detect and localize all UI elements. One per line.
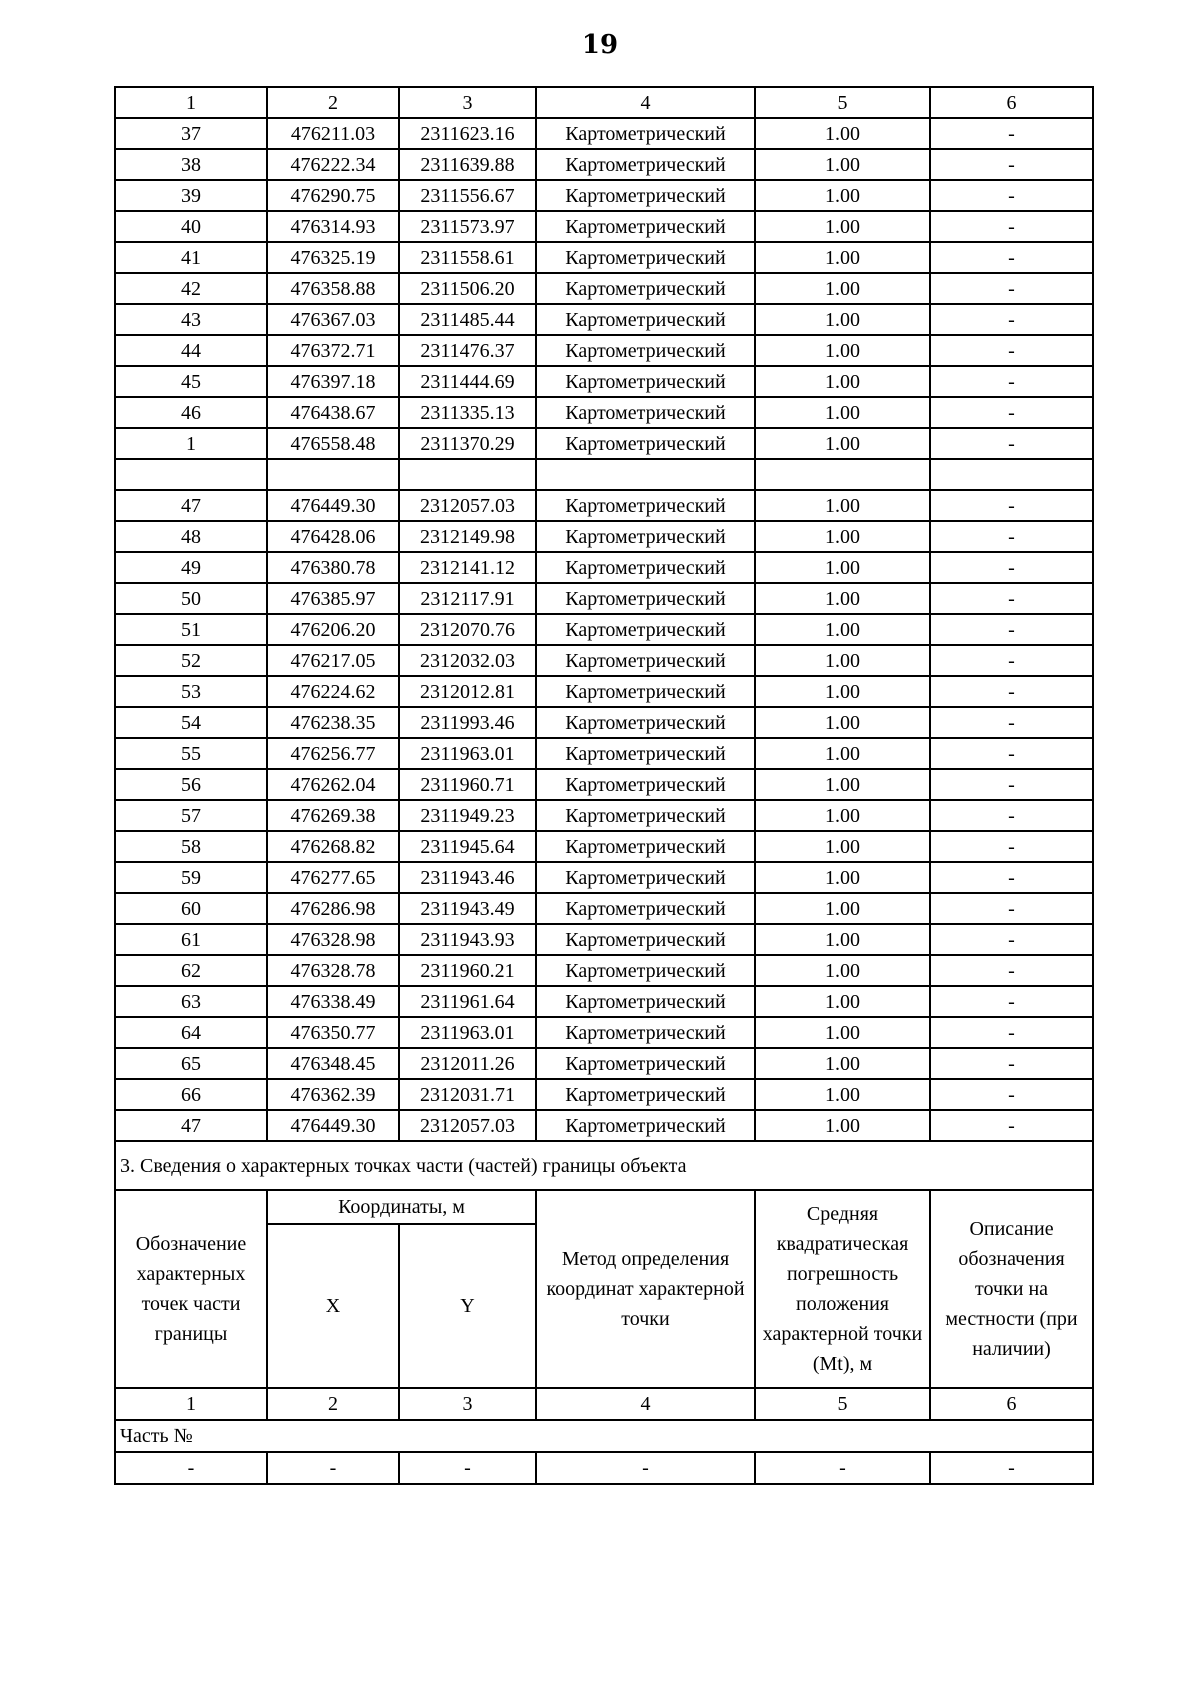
mt-cell: 1.00 xyxy=(755,769,930,800)
y-cell: 2311949.23 xyxy=(399,800,536,831)
mt-cell: 1.00 xyxy=(755,1079,930,1110)
column-number: 4 xyxy=(536,1388,755,1420)
header-y: Y xyxy=(399,1224,536,1388)
method-cell: Картометрический xyxy=(536,862,755,893)
table-row xyxy=(115,986,1093,1017)
y-cell: 2312149.98 xyxy=(399,521,536,552)
mt-cell: 1.00 xyxy=(755,118,930,149)
mt-cell: 1.00 xyxy=(755,552,930,583)
table-row xyxy=(115,1079,1093,1110)
table-row xyxy=(115,149,1093,180)
description-cell: - xyxy=(930,738,1093,769)
x-cell: 476277.65 xyxy=(267,862,399,893)
x-cell: 476428.06 xyxy=(267,521,399,552)
x-cell: 476256.77 xyxy=(267,738,399,769)
x-cell: 476350.77 xyxy=(267,1017,399,1048)
table-row xyxy=(115,769,1093,800)
y-cell: 2311943.46 xyxy=(399,862,536,893)
empty-cell xyxy=(536,459,755,490)
description-cell: - xyxy=(930,366,1093,397)
point-cell: 47 xyxy=(115,1110,267,1141)
description-cell: - xyxy=(930,924,1093,955)
mt-cell: 1.00 xyxy=(755,955,930,986)
method-cell: Картометрический xyxy=(536,335,755,366)
column-number: 3 xyxy=(399,1388,536,1420)
table-row xyxy=(115,1110,1093,1141)
mt-cell: 1.00 xyxy=(755,831,930,862)
point-cell: 44 xyxy=(115,335,267,366)
table-row xyxy=(115,583,1093,614)
header-method: Метод определения координат характерной точки xyxy=(536,1190,755,1388)
y-cell: 2312031.71 xyxy=(399,1079,536,1110)
method-cell: Картометрический xyxy=(536,242,755,273)
x-cell: 476224.62 xyxy=(267,676,399,707)
coordinates-table xyxy=(114,86,1094,1142)
point-cell: 56 xyxy=(115,769,267,800)
point-cell: 39 xyxy=(115,180,267,211)
mt-cell: 1.00 xyxy=(755,1017,930,1048)
table-cell: - xyxy=(399,1452,536,1484)
x-cell: 476380.78 xyxy=(267,552,399,583)
method-cell: Картометрический xyxy=(536,273,755,304)
x-cell: 476328.78 xyxy=(267,955,399,986)
table-row xyxy=(115,366,1093,397)
table-row xyxy=(115,738,1093,769)
description-cell: - xyxy=(930,1017,1093,1048)
point-cell: 61 xyxy=(115,924,267,955)
description-cell: - xyxy=(930,614,1093,645)
mt-cell: 1.00 xyxy=(755,490,930,521)
description-cell: - xyxy=(930,490,1093,521)
point-cell: 65 xyxy=(115,1048,267,1079)
column-number-row xyxy=(115,87,1093,118)
header-point-designation: Обозначение характерных точек части границы xyxy=(115,1190,267,1388)
mt-cell: 1.00 xyxy=(755,180,930,211)
point-cell: 40 xyxy=(115,211,267,242)
mt-cell: 1.00 xyxy=(755,149,930,180)
y-cell: 2311485.44 xyxy=(399,304,536,335)
description-cell: - xyxy=(930,428,1093,459)
point-cell: 50 xyxy=(115,583,267,614)
point-cell: 43 xyxy=(115,304,267,335)
mt-cell: 1.00 xyxy=(755,1048,930,1079)
mt-cell: 1.00 xyxy=(755,676,930,707)
method-cell: Картометрический xyxy=(536,490,755,521)
table-cell: - xyxy=(930,1452,1093,1484)
method-cell: Картометрический xyxy=(536,304,755,335)
method-cell: Картометрический xyxy=(536,583,755,614)
mt-cell: 1.00 xyxy=(755,304,930,335)
table-cell: - xyxy=(755,1452,930,1484)
column-number: 3 xyxy=(399,87,536,118)
separator-row xyxy=(115,459,1093,490)
part-label-row xyxy=(115,1420,1093,1452)
description-cell: - xyxy=(930,862,1093,893)
x-cell: 476348.45 xyxy=(267,1048,399,1079)
y-cell: 2311558.61 xyxy=(399,242,536,273)
y-cell: 2311623.16 xyxy=(399,118,536,149)
table-row xyxy=(115,645,1093,676)
method-cell: Картометрический xyxy=(536,1048,755,1079)
point-cell: 48 xyxy=(115,521,267,552)
table-row xyxy=(115,304,1093,335)
mt-cell: 1.00 xyxy=(755,428,930,459)
mt-cell: 1.00 xyxy=(755,862,930,893)
mt-cell: 1.00 xyxy=(755,521,930,552)
point-cell: 62 xyxy=(115,955,267,986)
y-cell: 2311960.21 xyxy=(399,955,536,986)
x-cell: 476268.82 xyxy=(267,831,399,862)
x-cell: 476222.34 xyxy=(267,149,399,180)
header-x: X xyxy=(267,1224,399,1388)
x-cell: 476314.93 xyxy=(267,211,399,242)
mt-cell: 1.00 xyxy=(755,335,930,366)
point-cell: 47 xyxy=(115,490,267,521)
column-number: 4 xyxy=(536,87,755,118)
description-cell: - xyxy=(930,955,1093,986)
part-label: Часть № xyxy=(115,1420,1093,1452)
parts-table xyxy=(114,1140,1094,1485)
point-cell: 38 xyxy=(115,149,267,180)
table-cell: - xyxy=(267,1452,399,1484)
x-cell: 476269.38 xyxy=(267,800,399,831)
empty-cell xyxy=(755,459,930,490)
point-cell: 52 xyxy=(115,645,267,676)
column-number: 6 xyxy=(930,1388,1093,1420)
table-row xyxy=(115,1048,1093,1079)
table-row xyxy=(115,955,1093,986)
y-cell: 2311963.01 xyxy=(399,1017,536,1048)
method-cell: Картометрический xyxy=(536,428,755,459)
method-cell: Картометрический xyxy=(536,924,755,955)
method-cell: Картометрический xyxy=(536,366,755,397)
description-cell: - xyxy=(930,273,1093,304)
point-cell: 60 xyxy=(115,893,267,924)
x-cell: 476206.20 xyxy=(267,614,399,645)
y-cell: 2311476.37 xyxy=(399,335,536,366)
y-cell: 2311639.88 xyxy=(399,149,536,180)
point-cell: 64 xyxy=(115,1017,267,1048)
y-cell: 2311556.67 xyxy=(399,180,536,211)
y-cell: 2311943.49 xyxy=(399,893,536,924)
table-row xyxy=(115,397,1093,428)
column-number: 6 xyxy=(930,87,1093,118)
table-row xyxy=(115,862,1093,893)
method-cell: Картометрический xyxy=(536,1017,755,1048)
method-cell: Картометрический xyxy=(536,552,755,583)
empty-cell xyxy=(399,459,536,490)
x-cell: 476362.39 xyxy=(267,1079,399,1110)
y-cell: 2311993.46 xyxy=(399,707,536,738)
x-cell: 476438.67 xyxy=(267,397,399,428)
description-cell: - xyxy=(930,645,1093,676)
method-cell: Картометрический xyxy=(536,986,755,1017)
header-description: Описание обозначения точки на местности (при наличии) xyxy=(930,1190,1093,1388)
method-cell: Картометрический xyxy=(536,738,755,769)
mt-cell: 1.00 xyxy=(755,242,930,273)
method-cell: Картометрический xyxy=(536,707,755,738)
method-cell: Картометрический xyxy=(536,149,755,180)
point-cell: 66 xyxy=(115,1079,267,1110)
empty-cell xyxy=(930,459,1093,490)
method-cell: Картометрический xyxy=(536,614,755,645)
x-cell: 476286.98 xyxy=(267,893,399,924)
table-row xyxy=(115,924,1093,955)
y-cell: 2311960.71 xyxy=(399,769,536,800)
y-cell: 2311943.93 xyxy=(399,924,536,955)
mt-cell: 1.00 xyxy=(755,707,930,738)
method-cell: Картометрический xyxy=(536,676,755,707)
description-cell: - xyxy=(930,1048,1093,1079)
mt-cell: 1.00 xyxy=(755,800,930,831)
point-cell: 41 xyxy=(115,242,267,273)
y-cell: 2311506.20 xyxy=(399,273,536,304)
point-cell: 51 xyxy=(115,614,267,645)
point-cell: 46 xyxy=(115,397,267,428)
mt-cell: 1.00 xyxy=(755,273,930,304)
description-cell: - xyxy=(930,831,1093,862)
x-cell: 476328.98 xyxy=(267,924,399,955)
y-cell: 2312070.76 xyxy=(399,614,536,645)
description-cell: - xyxy=(930,800,1093,831)
table-row xyxy=(115,1017,1093,1048)
x-cell: 476385.97 xyxy=(267,583,399,614)
x-cell: 476449.30 xyxy=(267,490,399,521)
y-cell: 2311945.64 xyxy=(399,831,536,862)
page-number: 19 xyxy=(581,30,619,60)
mt-cell: 1.00 xyxy=(755,738,930,769)
method-cell: Картометрический xyxy=(536,397,755,428)
method-cell: Картометрический xyxy=(536,1079,755,1110)
table-row xyxy=(115,521,1093,552)
column-number: 2 xyxy=(267,1388,399,1420)
y-cell: 2311444.69 xyxy=(399,366,536,397)
table-cell: - xyxy=(536,1452,755,1484)
table-row xyxy=(115,180,1093,211)
x-cell: 476325.19 xyxy=(267,242,399,273)
empty-part-row xyxy=(115,1452,1093,1484)
description-cell: - xyxy=(930,583,1093,614)
description-cell: - xyxy=(930,552,1093,583)
point-cell: 1 xyxy=(115,428,267,459)
table-row xyxy=(115,552,1093,583)
table-row xyxy=(115,490,1093,521)
empty-cell xyxy=(267,459,399,490)
x-cell: 476211.03 xyxy=(267,118,399,149)
y-cell: 2312057.03 xyxy=(399,1110,536,1141)
section-title-row xyxy=(115,1141,1093,1190)
point-cell: 49 xyxy=(115,552,267,583)
description-cell: - xyxy=(930,893,1093,924)
point-cell: 42 xyxy=(115,273,267,304)
x-cell: 476338.49 xyxy=(267,986,399,1017)
table-row xyxy=(115,893,1093,924)
description-cell: - xyxy=(930,521,1093,552)
description-cell: - xyxy=(930,118,1093,149)
mt-cell: 1.00 xyxy=(755,1110,930,1141)
table-cell: - xyxy=(115,1452,267,1484)
description-cell: - xyxy=(930,986,1093,1017)
mt-cell: 1.00 xyxy=(755,986,930,1017)
x-cell: 476358.88 xyxy=(267,273,399,304)
description-cell: - xyxy=(930,769,1093,800)
description-cell: - xyxy=(930,304,1093,335)
table-row xyxy=(115,614,1093,645)
x-cell: 476372.71 xyxy=(267,335,399,366)
description-cell: - xyxy=(930,180,1093,211)
table-row xyxy=(115,118,1093,149)
table-row xyxy=(115,211,1093,242)
column-number: 2 xyxy=(267,87,399,118)
column-number: 1 xyxy=(115,1388,267,1420)
method-cell: Картометрический xyxy=(536,211,755,242)
table-row xyxy=(115,335,1093,366)
section-title: 3. Сведения о характерных точках части (частей) границы объекта xyxy=(115,1141,1093,1190)
method-cell: Картометрический xyxy=(536,1110,755,1141)
table-row xyxy=(115,428,1093,459)
y-cell: 2312032.03 xyxy=(399,645,536,676)
point-cell: 55 xyxy=(115,738,267,769)
x-cell: 476558.48 xyxy=(267,428,399,459)
table-row xyxy=(115,273,1093,304)
mt-cell: 1.00 xyxy=(755,397,930,428)
description-cell: - xyxy=(930,211,1093,242)
point-cell: 57 xyxy=(115,800,267,831)
y-cell: 2311335.13 xyxy=(399,397,536,428)
method-cell: Картометрический xyxy=(536,800,755,831)
description-cell: - xyxy=(930,707,1093,738)
y-cell: 2312141.12 xyxy=(399,552,536,583)
header-mt: Средняя квадратическая погрешность положения характерной точки (Mt), м xyxy=(755,1190,930,1388)
y-cell: 2312117.91 xyxy=(399,583,536,614)
empty-cell xyxy=(115,459,267,490)
description-cell: - xyxy=(930,1110,1093,1141)
table-row xyxy=(115,800,1093,831)
mt-cell: 1.00 xyxy=(755,924,930,955)
description-cell: - xyxy=(930,676,1093,707)
method-cell: Картометрический xyxy=(536,118,755,149)
x-cell: 476449.30 xyxy=(267,1110,399,1141)
method-cell: Картометрический xyxy=(536,893,755,924)
point-cell: 63 xyxy=(115,986,267,1017)
header-coordinates: Координаты, м xyxy=(267,1190,536,1224)
y-cell: 2311963.01 xyxy=(399,738,536,769)
description-cell: - xyxy=(930,149,1093,180)
y-cell: 2312057.03 xyxy=(399,490,536,521)
method-cell: Картометрический xyxy=(536,955,755,986)
x-cell: 476290.75 xyxy=(267,180,399,211)
method-cell: Картометрический xyxy=(536,769,755,800)
column-number: 5 xyxy=(755,1388,930,1420)
y-cell: 2311370.29 xyxy=(399,428,536,459)
method-cell: Картометрический xyxy=(536,180,755,211)
mt-cell: 1.00 xyxy=(755,893,930,924)
table-row xyxy=(115,707,1093,738)
point-cell: 59 xyxy=(115,862,267,893)
x-cell: 476262.04 xyxy=(267,769,399,800)
y-cell: 2311961.64 xyxy=(399,986,536,1017)
column-number-row xyxy=(115,1388,1093,1420)
point-cell: 37 xyxy=(115,118,267,149)
mt-cell: 1.00 xyxy=(755,366,930,397)
method-cell: Картометрический xyxy=(536,521,755,552)
description-cell: - xyxy=(930,335,1093,366)
mt-cell: 1.00 xyxy=(755,614,930,645)
column-number: 1 xyxy=(115,87,267,118)
y-cell: 2311573.97 xyxy=(399,211,536,242)
table-row xyxy=(115,242,1093,273)
method-cell: Картометрический xyxy=(536,831,755,862)
column-number: 5 xyxy=(755,87,930,118)
table-row xyxy=(115,831,1093,862)
point-cell: 45 xyxy=(115,366,267,397)
mt-cell: 1.00 xyxy=(755,583,930,614)
x-cell: 476217.05 xyxy=(267,645,399,676)
mt-cell: 1.00 xyxy=(755,211,930,242)
point-cell: 54 xyxy=(115,707,267,738)
method-cell: Картометрический xyxy=(536,645,755,676)
point-cell: 58 xyxy=(115,831,267,862)
point-cell: 53 xyxy=(115,676,267,707)
x-cell: 476238.35 xyxy=(267,707,399,738)
description-cell: - xyxy=(930,242,1093,273)
table-row xyxy=(115,676,1093,707)
mt-cell: 1.00 xyxy=(755,645,930,676)
y-cell: 2312011.26 xyxy=(399,1048,536,1079)
y-cell: 2312012.81 xyxy=(399,676,536,707)
x-cell: 476397.18 xyxy=(267,366,399,397)
description-cell: - xyxy=(930,397,1093,428)
x-cell: 476367.03 xyxy=(267,304,399,335)
description-cell: - xyxy=(930,1079,1093,1110)
